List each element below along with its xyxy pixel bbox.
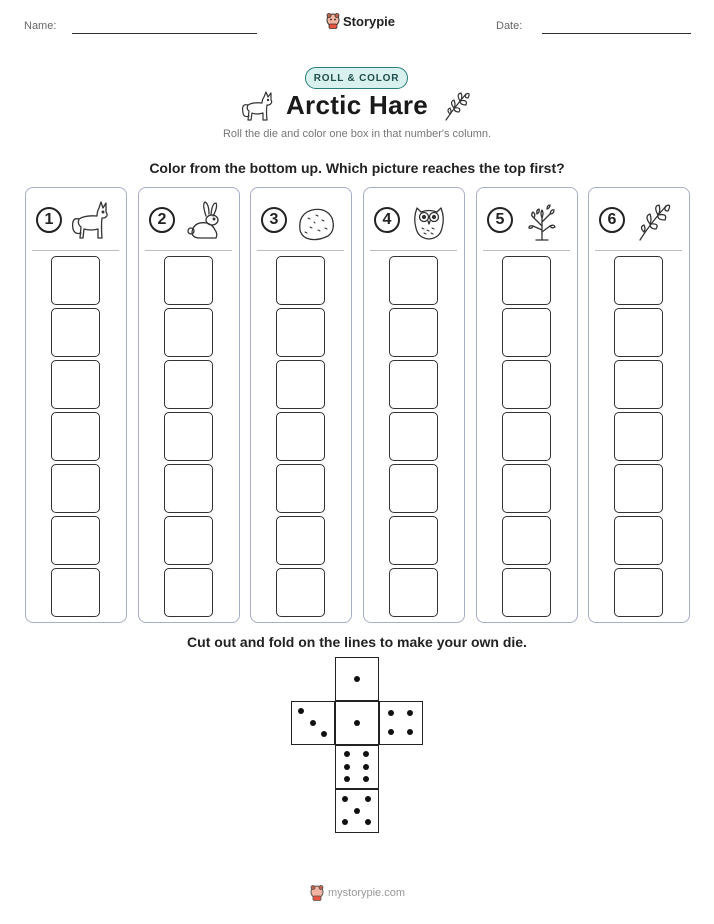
color-box[interactable] [389, 464, 438, 513]
footer-url: mystorypie.com [328, 887, 406, 899]
column-number: 3 [261, 207, 287, 233]
die-pip [388, 729, 394, 735]
die-pip [342, 796, 348, 802]
storypie-logo-icon [310, 885, 324, 901]
color-instructions: Color from the bottom up. Which picture reaches the top first? [149, 160, 565, 176]
color-box[interactable] [502, 308, 551, 357]
die-pip [321, 731, 327, 737]
column-divider [370, 250, 457, 251]
column-number: 5 [487, 207, 513, 233]
color-column-4 [363, 187, 465, 623]
color-box[interactable] [51, 464, 100, 513]
die-pip [354, 808, 360, 814]
date-line [542, 33, 691, 34]
brand-name: Storypie [343, 13, 396, 29]
color-box[interactable] [276, 568, 325, 617]
die-face-1 [335, 657, 379, 701]
color-box[interactable] [164, 412, 213, 461]
die-pip [310, 720, 316, 726]
die-pip [363, 764, 369, 770]
brand-logo [326, 13, 395, 29]
die-pip [344, 751, 350, 757]
column-header [251, 188, 350, 250]
die-pip [354, 676, 360, 682]
die-pip [354, 720, 360, 726]
color-box[interactable] [276, 360, 325, 409]
color-box[interactable] [614, 464, 663, 513]
color-box[interactable] [51, 412, 100, 461]
color-box[interactable] [51, 360, 100, 409]
die-pip [363, 776, 369, 782]
color-box[interactable] [276, 308, 325, 357]
name-label: Name: [24, 20, 57, 32]
storypie-logo-icon [326, 13, 340, 29]
column-number: 4 [374, 207, 400, 233]
color-box[interactable] [389, 256, 438, 305]
color-box[interactable] [389, 516, 438, 565]
die-pip [388, 710, 394, 716]
cut-instructions: Cut out and fold on the lines to make your own die. [187, 634, 527, 650]
color-box[interactable] [614, 308, 663, 357]
column-divider [32, 250, 119, 251]
die-pip [344, 764, 350, 770]
die-pip [407, 710, 413, 716]
color-box[interactable] [276, 412, 325, 461]
color-column-1 [25, 187, 127, 623]
column-header [477, 188, 576, 250]
color-box[interactable] [389, 568, 438, 617]
die-pip [298, 708, 304, 714]
column-header [26, 188, 125, 250]
column-header [589, 188, 688, 250]
arctic-hare-icon [182, 200, 226, 244]
color-box[interactable] [51, 568, 100, 617]
color-box[interactable] [502, 464, 551, 513]
color-column-6 [588, 187, 690, 623]
color-box[interactable] [276, 516, 325, 565]
page-subtitle: Roll the die and color one box in that number's column. [222, 128, 492, 140]
die-pip [344, 776, 350, 782]
column-header [139, 188, 238, 250]
die-face-5 [335, 789, 379, 833]
color-box[interactable] [614, 412, 663, 461]
column-number: 6 [599, 207, 625, 233]
die-face-1 [335, 701, 379, 745]
column-divider [595, 250, 682, 251]
color-box[interactable] [502, 412, 551, 461]
color-column-3 [250, 187, 352, 623]
column-divider [483, 250, 570, 251]
color-box[interactable] [51, 516, 100, 565]
activity-badge: ROLL & COLOR [305, 67, 408, 89]
leafy-sprig-icon [632, 200, 676, 244]
color-box[interactable] [389, 360, 438, 409]
color-box[interactable] [164, 516, 213, 565]
color-box[interactable] [164, 360, 213, 409]
color-box[interactable] [502, 256, 551, 305]
color-box[interactable] [614, 568, 663, 617]
color-box[interactable] [164, 308, 213, 357]
snow-rock-icon [294, 200, 338, 244]
column-divider [257, 250, 344, 251]
color-box[interactable] [614, 360, 663, 409]
color-box[interactable] [164, 256, 213, 305]
color-box[interactable] [276, 464, 325, 513]
tundra-shrub-icon [520, 200, 564, 244]
die-pip [363, 751, 369, 757]
color-box[interactable] [389, 412, 438, 461]
color-box[interactable] [389, 308, 438, 357]
column-divider [145, 250, 232, 251]
color-column-2 [138, 187, 240, 623]
color-column-5 [476, 187, 578, 623]
column-number: 2 [149, 207, 175, 233]
column-header [364, 188, 463, 250]
arctic-fox-icon [69, 200, 113, 244]
die-face-4 [379, 701, 423, 745]
snowy-owl-icon [407, 200, 451, 244]
die-pip [365, 796, 371, 802]
name-line [72, 33, 257, 34]
color-box[interactable] [51, 256, 100, 305]
color-box[interactable] [276, 256, 325, 305]
leafy-sprig-icon [442, 90, 472, 122]
die-pip [407, 729, 413, 735]
color-box[interactable] [164, 464, 213, 513]
color-box[interactable] [51, 308, 100, 357]
footer [310, 885, 405, 901]
color-box[interactable] [502, 516, 551, 565]
color-box[interactable] [614, 516, 663, 565]
die-pip [365, 819, 371, 825]
date-label: Date: [496, 20, 523, 32]
color-box[interactable] [502, 360, 551, 409]
die-face-6 [335, 745, 379, 789]
die-face-3 [291, 701, 335, 745]
color-box[interactable] [502, 568, 551, 617]
page-title: Arctic Hare [285, 90, 429, 120]
color-box[interactable] [164, 568, 213, 617]
column-number: 1 [36, 207, 62, 233]
die-pip [342, 819, 348, 825]
color-box[interactable] [614, 256, 663, 305]
